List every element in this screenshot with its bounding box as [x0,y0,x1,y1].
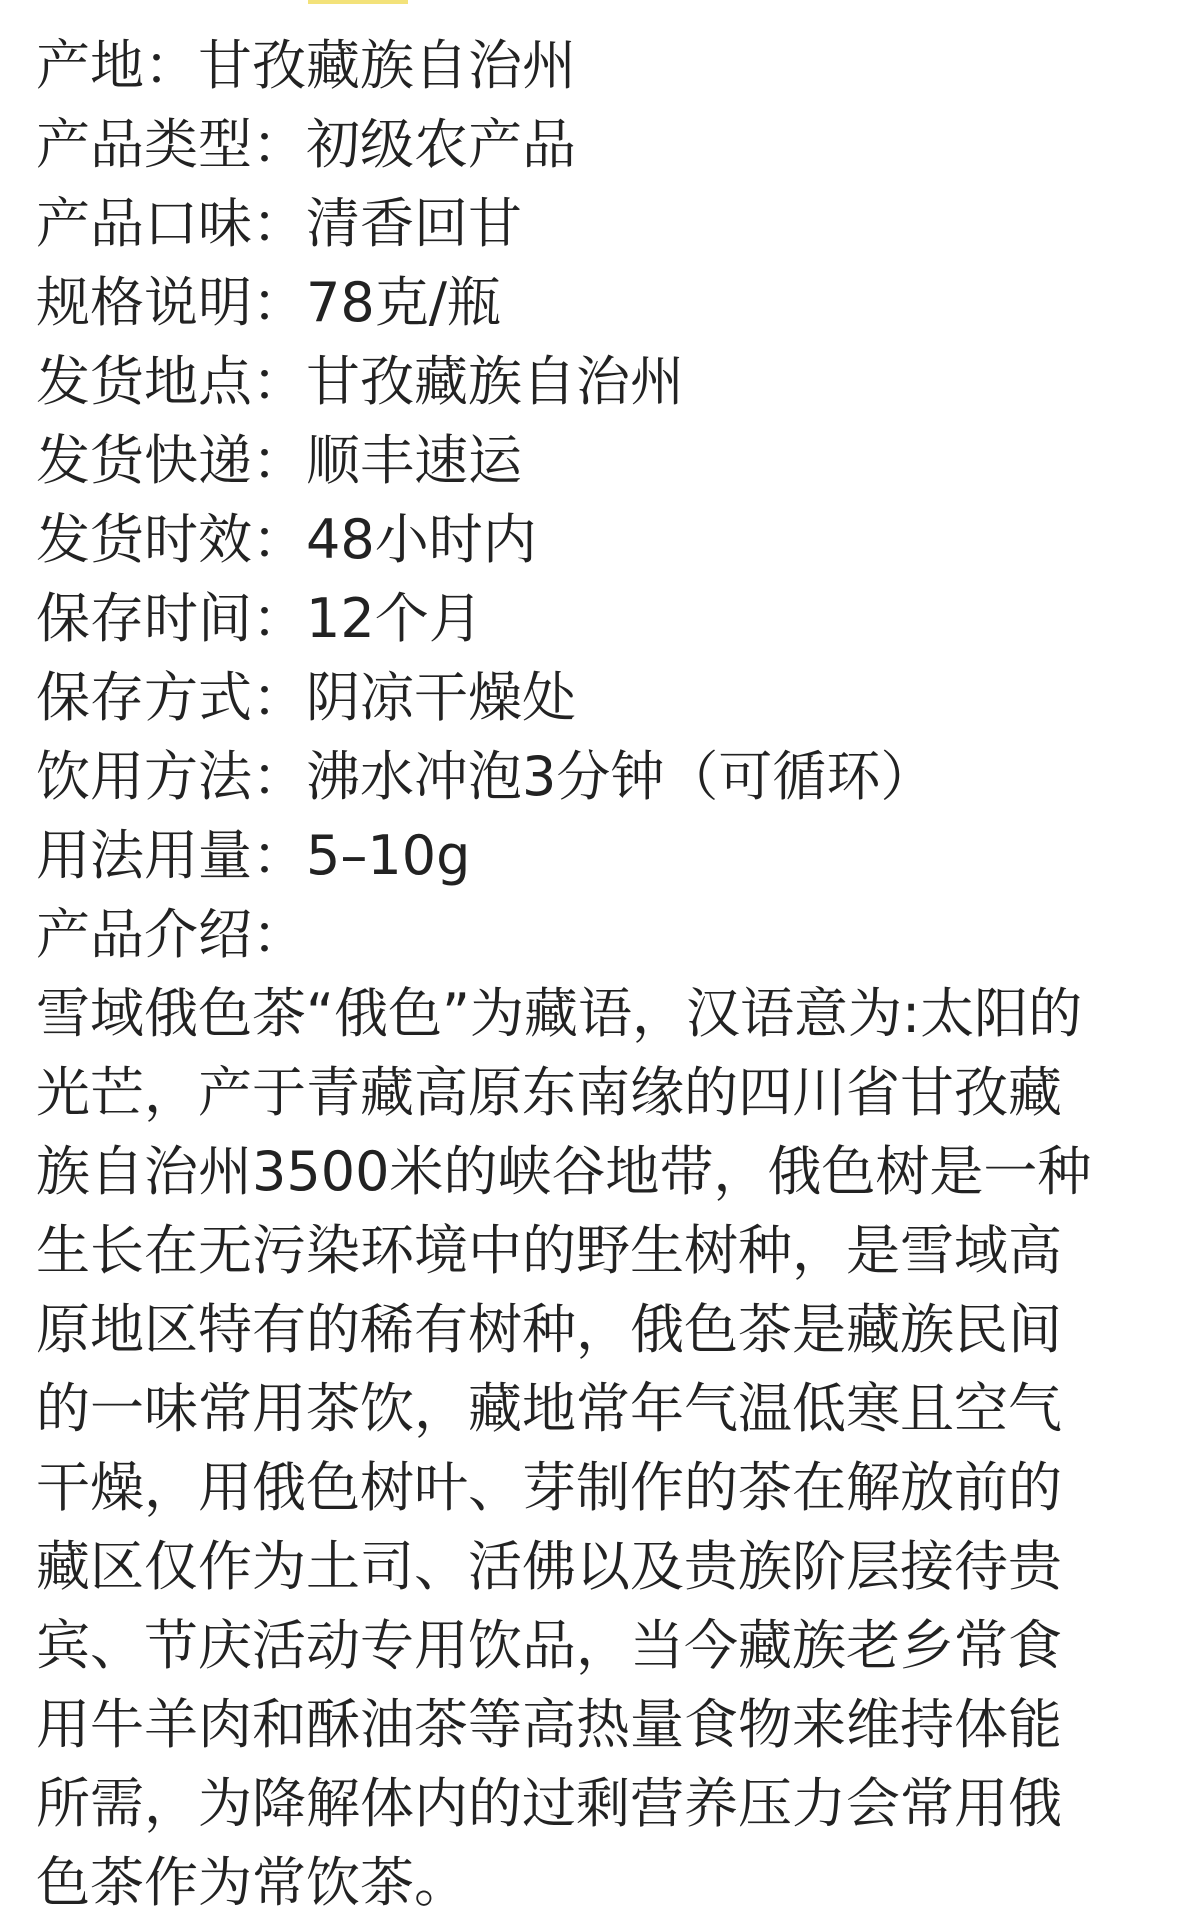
spec-key: 发货快递 [36,429,252,492]
spec-value: 初级农产品 [306,113,576,176]
spec-value: 阴凉干燥处 [306,666,576,729]
intro-line: 的一味常用茶饮，藏地常年气温低寒且空气 [36,1377,1062,1440]
spec-storage [36,658,1156,737]
spec-value: 12个月 [306,587,483,650]
spec-colon: ： [252,192,306,255]
spec-colon: ： [252,429,306,492]
intro-line: 原地区特有的稀有树种，俄色茶是藏族民间 [36,1298,1062,1361]
spec-value: 48小时内 [306,508,537,571]
spec-colon: ： [252,824,306,887]
spec-product-type [36,105,1156,184]
spec-value: 5–10g [306,824,471,887]
spec-value: 78克/瓶 [306,271,501,334]
spec-colon: ： [144,34,198,97]
spec-key: 规格说明 [36,271,252,334]
top-accent-bar [308,0,408,4]
spec-ship-from [36,342,1156,421]
spec-key: 保存方式 [36,666,252,729]
spec-colon: ： [252,666,306,729]
spec-key: 发货时效 [36,508,252,571]
intro-line: 光芒，产于青藏高原东南缘的四川省甘孜藏 [36,1061,1062,1124]
spec-key: 产地 [36,34,144,97]
intro-heading: 产品介绍： [36,903,306,966]
spec-origin [36,26,1156,105]
intro-line: 族自治州3500米的峡谷地带，俄色树是一种 [36,1140,1092,1203]
spec-value: 甘孜藏族自治州 [198,34,576,97]
spec-colon: ： [252,508,306,571]
spec-size [36,263,1156,342]
intro-line: 生长在无污染环境中的野生树种，是雪域高 [36,1219,1062,1282]
product-spec-document [36,26,1156,1922]
spec-key: 产品类型 [36,113,252,176]
intro-line: 色茶作为常饮茶。 [36,1851,468,1914]
spec-dosage [36,816,1156,895]
intro-line: 用牛羊肉和酥油茶等高热量食物来维持体能 [36,1693,1062,1756]
intro-line: 雪域俄色茶“俄色”为藏语，汉语意为:太阳的 [36,982,1083,1045]
spec-brewing [36,737,1156,816]
intro-line: 所需，为降解体内的过剩营养压力会常用俄 [36,1772,1062,1835]
spec-colon: ： [252,271,306,334]
spec-colon: ： [252,113,306,176]
spec-key: 保存时间 [36,587,252,650]
spec-flavor [36,184,1156,263]
spec-key: 用法用量 [36,824,252,887]
spec-colon: ： [252,350,306,413]
spec-value: 甘孜藏族自治州 [306,350,684,413]
spec-colon: ： [252,745,306,808]
intro-paragraph [36,974,1156,1922]
spec-courier [36,421,1156,500]
spec-key: 产品口味 [36,192,252,255]
spec-colon: ： [252,587,306,650]
spec-value: 顺丰速运 [306,429,522,492]
spec-shelf-life [36,579,1156,658]
spec-key: 饮用方法 [36,745,252,808]
spec-ship-time [36,500,1156,579]
spec-key: 发货地点 [36,350,252,413]
intro-line: 干燥，用俄色树叶、芽制作的茶在解放前的 [36,1456,1062,1519]
spec-list [36,26,1156,895]
spec-value: 沸水冲泡3分钟（可循环） [306,745,935,808]
intro-line: 藏区仅作为土司、活佛以及贵族阶层接待贵 [36,1535,1062,1598]
intro-line: 宾、节庆活动专用饮品，当今藏族老乡常食 [36,1614,1062,1677]
spec-value: 清香回甘 [306,192,522,255]
